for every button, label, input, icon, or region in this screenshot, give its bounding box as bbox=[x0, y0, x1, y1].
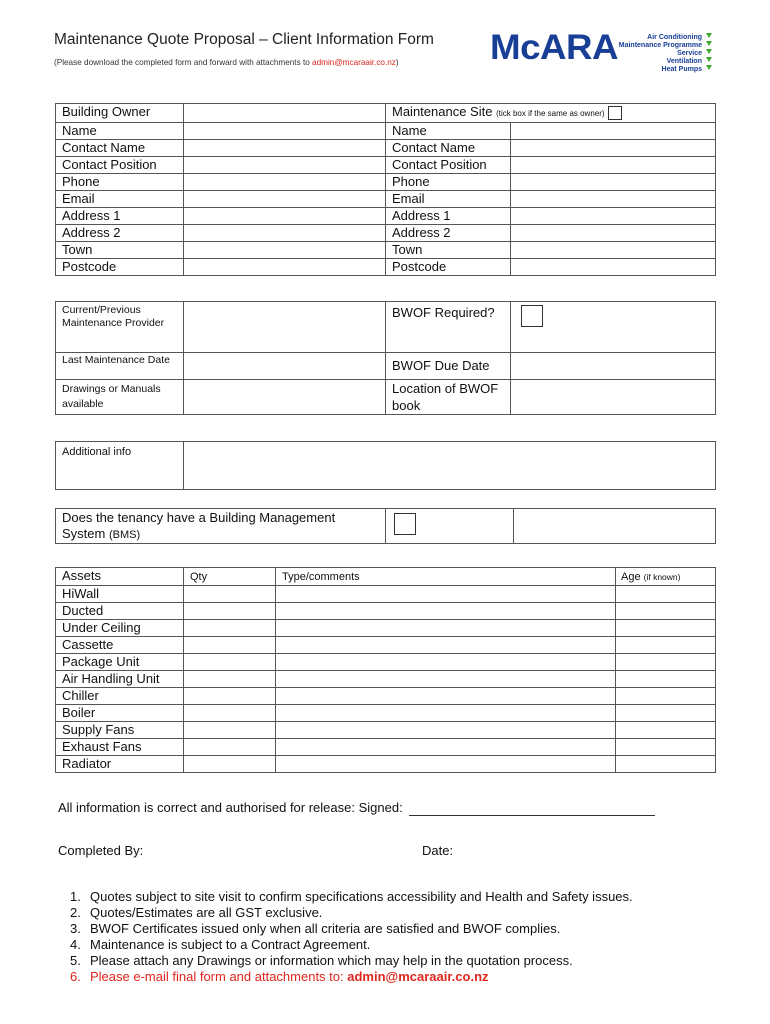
bwof-due-date-label: BWOF Due Date bbox=[386, 353, 511, 380]
owner-name-input[interactable] bbox=[184, 123, 386, 140]
asset-qty-input[interactable] bbox=[184, 705, 276, 722]
owner-address2-input[interactable] bbox=[184, 225, 386, 242]
owner-phone-input[interactable] bbox=[184, 174, 386, 191]
type-header: Type/comments bbox=[276, 568, 616, 586]
asset-qty-input[interactable] bbox=[184, 722, 276, 739]
site-field-label: Contact Position bbox=[386, 157, 511, 174]
subtitle-prefix: (Please download the completed form and forward with attachments to bbox=[54, 58, 313, 67]
asset-type-input[interactable] bbox=[276, 671, 616, 688]
asset-type-input[interactable] bbox=[276, 637, 616, 654]
drawings-label: Drawings or Manuals available bbox=[56, 380, 184, 415]
green-arrow-icon bbox=[706, 33, 712, 38]
signature-line[interactable] bbox=[409, 804, 655, 816]
site-field-label: Phone bbox=[386, 174, 511, 191]
note-item: 4. Maintenance is subject to a Contract Agreement. bbox=[70, 937, 371, 952]
owner-postcode-input[interactable] bbox=[184, 259, 386, 276]
additional-info-input[interactable] bbox=[184, 442, 716, 490]
asset-type-input[interactable] bbox=[276, 688, 616, 705]
asset-age-input[interactable] bbox=[616, 637, 716, 654]
logo-wordmark: McARA bbox=[490, 28, 619, 67]
asset-type-input[interactable] bbox=[276, 603, 616, 620]
bms-checkbox-cell bbox=[386, 509, 514, 544]
completed-by-label: Completed By: bbox=[58, 843, 144, 858]
site-address2-input[interactable] bbox=[511, 225, 716, 242]
green-arrow-icon bbox=[706, 49, 712, 54]
logo-service: Air Conditioning bbox=[612, 33, 712, 41]
asset-age-input[interactable] bbox=[616, 671, 716, 688]
asset-type-input[interactable] bbox=[276, 654, 616, 671]
green-arrow-icon bbox=[706, 57, 712, 62]
bwof-required-cell bbox=[511, 302, 716, 353]
asset-row-label: Supply Fans bbox=[56, 722, 184, 739]
final-email-link[interactable]: admin@mcaraair.co.nz bbox=[347, 969, 489, 984]
bms-question-line2: System (BMS) bbox=[62, 526, 141, 541]
site-field-label: Postcode bbox=[386, 259, 511, 276]
form-title: Maintenance Quote Proposal – Client Information Form bbox=[54, 31, 434, 48]
current-provider-label: Current/Previous Maintenance Provider bbox=[56, 302, 184, 353]
form-subtitle bbox=[54, 58, 399, 67]
site-heading-note: (tick box if the same as owner) bbox=[496, 109, 605, 118]
owner-field-label: Contact Name bbox=[56, 140, 184, 157]
owner-field-label: Address 1 bbox=[56, 208, 184, 225]
green-arrow-icon bbox=[706, 41, 712, 46]
asset-row-label: Cassette bbox=[56, 637, 184, 654]
asset-type-input[interactable] bbox=[276, 756, 616, 773]
asset-row-label: HiWall bbox=[56, 586, 184, 603]
last-maintenance-input[interactable] bbox=[184, 353, 386, 380]
asset-qty-input[interactable] bbox=[184, 637, 276, 654]
logo-service: Ventilation bbox=[612, 57, 712, 65]
asset-age-input[interactable] bbox=[616, 688, 716, 705]
owner-field-label: Email bbox=[56, 191, 184, 208]
notes-list bbox=[70, 889, 633, 985]
asset-qty-input[interactable] bbox=[184, 654, 276, 671]
owner-field-label: Contact Position bbox=[56, 157, 184, 174]
drawings-input[interactable] bbox=[184, 380, 386, 415]
asset-qty-input[interactable] bbox=[184, 739, 276, 756]
asset-qty-input[interactable] bbox=[184, 756, 276, 773]
logo-service: Service bbox=[612, 49, 712, 57]
asset-row-label: Boiler bbox=[56, 705, 184, 722]
asset-age-input[interactable] bbox=[616, 620, 716, 637]
logo-service: Heat Pumps bbox=[612, 65, 712, 73]
asset-row-label: Air Handling Unit bbox=[56, 671, 184, 688]
date-label: Date: bbox=[422, 843, 454, 858]
assets-header: Assets bbox=[56, 568, 184, 586]
asset-row-label: Chiller bbox=[56, 688, 184, 705]
bms-question-line1: Does the tenancy have a Building Management bbox=[62, 510, 336, 525]
additional-info-label: Additional info bbox=[56, 442, 184, 490]
note-item: 6. Please e-mail final form and attachments to: admin@mcaraair.co.nz bbox=[70, 969, 489, 984]
asset-type-input[interactable] bbox=[276, 620, 616, 637]
same-as-owner-checkbox[interactable] bbox=[608, 106, 622, 120]
site-heading-cell bbox=[386, 104, 716, 123]
bms-table bbox=[55, 508, 716, 544]
asset-type-input[interactable] bbox=[276, 739, 616, 756]
note-item: 5. Please attach any Drawings or information which may help in the quotation process. bbox=[70, 953, 573, 968]
owner-field-label: Phone bbox=[56, 174, 184, 191]
owner-town-input[interactable] bbox=[184, 242, 386, 259]
site-field-label: Town bbox=[386, 242, 511, 259]
logo-service: Maintenance Programme bbox=[612, 41, 712, 49]
site-address1-input[interactable] bbox=[511, 208, 716, 225]
additional-info-table bbox=[55, 441, 716, 490]
asset-row-label: Ducted bbox=[56, 603, 184, 620]
asset-age-input[interactable] bbox=[616, 654, 716, 671]
asset-age-input[interactable] bbox=[616, 739, 716, 756]
owner-field-label: Name bbox=[56, 123, 184, 140]
owner-site-table bbox=[55, 103, 716, 276]
bwof-due-date-input[interactable] bbox=[511, 353, 716, 380]
site-town-input[interactable] bbox=[511, 242, 716, 259]
site-field-label: Address 1 bbox=[386, 208, 511, 225]
site-heading: Maintenance Site bbox=[392, 104, 493, 119]
asset-type-input[interactable] bbox=[276, 722, 616, 739]
site-contact-name-input[interactable] bbox=[511, 140, 716, 157]
bwof-location-input[interactable] bbox=[511, 380, 716, 415]
site-field-label: Name bbox=[386, 123, 511, 140]
owner-field-label: Town bbox=[56, 242, 184, 259]
owner-field-label: Postcode bbox=[56, 259, 184, 276]
asset-age-input[interactable] bbox=[616, 603, 716, 620]
asset-qty-input[interactable] bbox=[184, 688, 276, 705]
owner-heading: Building Owner bbox=[56, 104, 184, 123]
owner-contact-name-input[interactable] bbox=[184, 140, 386, 157]
site-contact-position-input[interactable] bbox=[511, 157, 716, 174]
asset-age-input[interactable] bbox=[616, 722, 716, 739]
asset-qty-input[interactable] bbox=[184, 586, 276, 603]
site-field-label: Contact Name bbox=[386, 140, 511, 157]
owner-contact-position-input[interactable] bbox=[184, 157, 386, 174]
owner-field-label: Address 2 bbox=[56, 225, 184, 242]
note-item: 2. Quotes/Estimates are all GST exclusive. bbox=[70, 905, 323, 920]
asset-qty-input[interactable] bbox=[184, 603, 276, 620]
owner-address1-input[interactable] bbox=[184, 208, 386, 225]
asset-row-label: Radiator bbox=[56, 756, 184, 773]
subtitle-email-link[interactable]: admin@mcaraair.co.nz bbox=[312, 58, 396, 67]
subtitle-suffix: ) bbox=[395, 58, 399, 67]
age-header: Age (if known) bbox=[616, 568, 716, 586]
note-item: 1. Quotes subject to site visit to confirm specifications accessibility and Health and Safety issues. bbox=[70, 889, 633, 904]
maintenance-table bbox=[55, 301, 716, 415]
asset-type-input[interactable] bbox=[276, 705, 616, 722]
owner-email-input[interactable] bbox=[184, 191, 386, 208]
asset-qty-input[interactable] bbox=[184, 620, 276, 637]
bwof-location-label: Location of BWOF book bbox=[386, 380, 511, 415]
qty-header: Qty bbox=[184, 568, 276, 586]
assets-table bbox=[55, 567, 716, 773]
asset-type-input[interactable] bbox=[276, 586, 616, 603]
site-name-input[interactable] bbox=[511, 123, 716, 140]
asset-age-input[interactable] bbox=[616, 705, 716, 722]
last-maintenance-label: Last Maintenance Date bbox=[56, 353, 184, 380]
site-field-label: Address 2 bbox=[386, 225, 511, 242]
logo-services-list bbox=[612, 33, 712, 73]
asset-qty-input[interactable] bbox=[184, 671, 276, 688]
green-arrow-icon bbox=[706, 65, 712, 70]
declaration-line bbox=[58, 800, 655, 816]
asset-age-input[interactable] bbox=[616, 586, 716, 603]
bms-answer-input[interactable] bbox=[514, 509, 716, 544]
site-phone-input[interactable] bbox=[511, 174, 716, 191]
bms-checkbox[interactable] bbox=[394, 513, 416, 535]
note-item: 3. BWOF Certificates issued only when all criteria are satisfied and BWOF complies. bbox=[70, 921, 561, 936]
bms-question bbox=[56, 509, 386, 544]
site-field-label: Email bbox=[386, 191, 511, 208]
bwof-required-checkbox[interactable] bbox=[521, 305, 543, 327]
site-postcode-input[interactable] bbox=[511, 259, 716, 276]
asset-row-label: Exhaust Fans bbox=[56, 739, 184, 756]
asset-row-label: Under Ceiling bbox=[56, 620, 184, 637]
site-email-input[interactable] bbox=[511, 191, 716, 208]
declaration-text: All information is correct and authorised for release: Signed: bbox=[58, 800, 403, 815]
current-provider-input[interactable] bbox=[184, 302, 386, 353]
bwof-required-label: BWOF Required? bbox=[386, 302, 511, 353]
asset-age-input[interactable] bbox=[616, 756, 716, 773]
asset-row-label: Package Unit bbox=[56, 654, 184, 671]
